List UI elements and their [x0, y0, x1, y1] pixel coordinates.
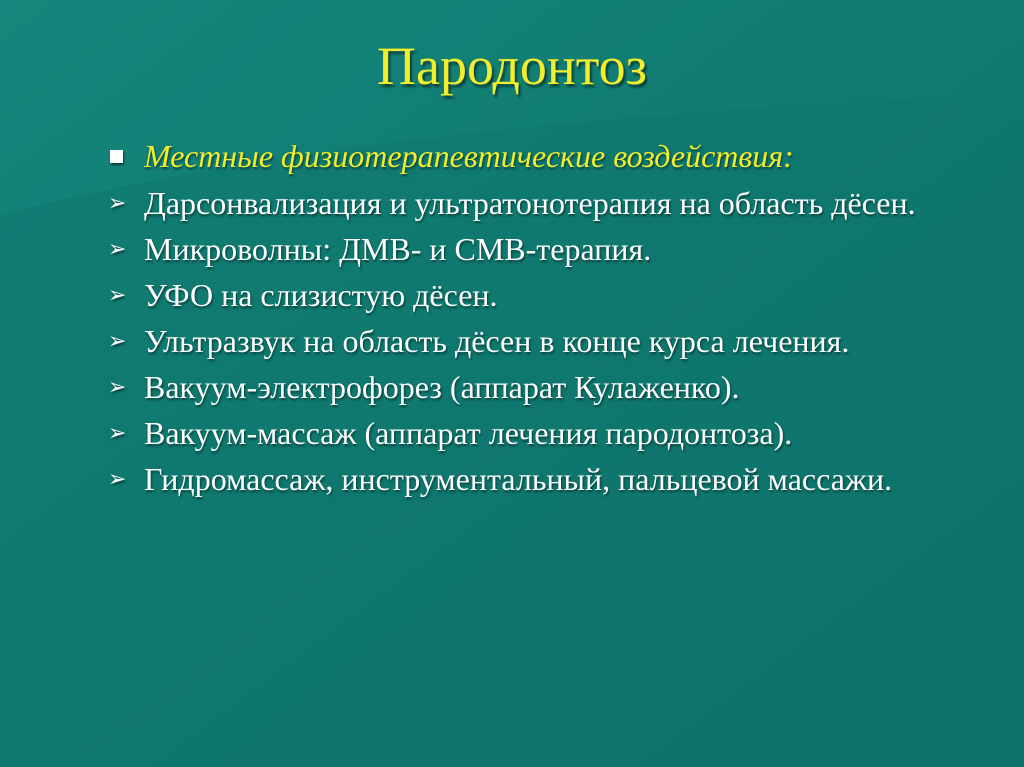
- list-item-text: Ультразвук на область дёсен в конце курса лечения.: [144, 323, 850, 359]
- arrow-bullet-icon: ➢: [108, 191, 127, 216]
- arrow-bullet-icon: ➢: [108, 237, 127, 262]
- list-item: [108, 414, 988, 453]
- slide-title: Пародонтоз: [377, 36, 647, 96]
- list-item: [108, 322, 988, 361]
- arrow-bullet-icon: ➢: [108, 375, 127, 400]
- list-item: [108, 276, 988, 315]
- arrow-bullet-icon: ➢: [108, 283, 127, 308]
- square-bullet-icon: [110, 150, 123, 163]
- list-heading-text: Местные физиотерапевтические воздействия:: [144, 138, 794, 174]
- list-item: [108, 230, 988, 269]
- list-heading-item: [108, 137, 988, 176]
- arrow-bullet-icon: ➢: [108, 421, 127, 446]
- list-item-text: Вакуум-электрофорез (аппарат Кулаженко).: [144, 369, 740, 405]
- list-item-text: Микроволны: ДМВ- и СМВ-терапия.: [144, 231, 652, 267]
- list-item-text: УФО на слизистую дёсен.: [144, 277, 498, 313]
- bullet-list: [108, 137, 988, 506]
- list-item: [108, 460, 988, 499]
- list-item-text: Вакуум-массаж (аппарат лечения пародонтоза).: [144, 415, 793, 451]
- list-item-text: Гидромассаж, инструментальный, пальцевой массажи.: [144, 461, 893, 497]
- list-item: [108, 368, 988, 407]
- arrow-bullet-icon: ➢: [108, 329, 127, 354]
- list-item-text: Дарсонвализация и ультратонотерапия на область дёсен.: [144, 185, 916, 221]
- arrow-bullet-icon: ➢: [108, 467, 127, 492]
- list-item: [108, 184, 988, 223]
